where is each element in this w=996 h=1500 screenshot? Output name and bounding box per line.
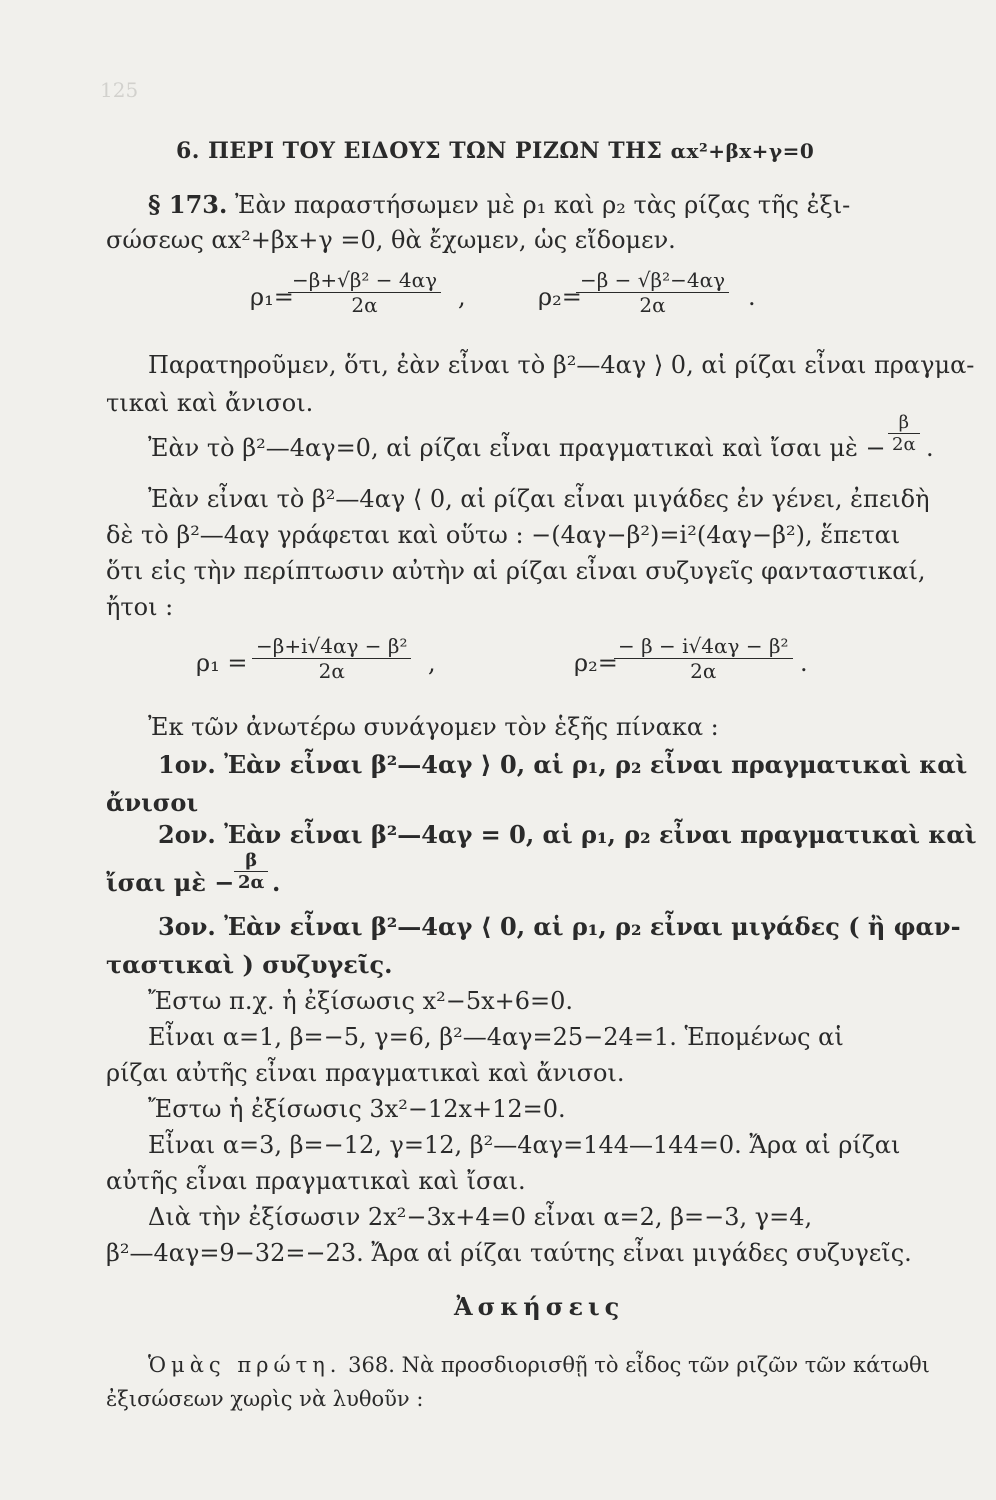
r1-denominator: 2α: [351, 293, 378, 317]
example-line5: Εἶναι α=3, β=−12, γ=12, β²—4αγ=144—144=0. Ἄρα αἱ ρίζαι: [148, 1131, 901, 1159]
section-number: § 173.: [148, 190, 228, 219]
case1-line2: ἄνισοι: [106, 788, 199, 817]
exercises-title: Ἀσκήσεις: [454, 1292, 625, 1321]
c-period: .: [800, 649, 808, 677]
example-line3: ρίζαι αὐτῆς εἶναι πραγματικαὶ καὶ ἄνισοι.: [106, 1059, 625, 1087]
para2-fraction: [888, 412, 920, 455]
c-r2-fraction: [614, 634, 793, 683]
para2-text: Ἐὰν τὸ β²—4αγ=0, αἱ ρίζαι εἶναι πραγματικαὶ καὶ ἴσαι μὲ −: [148, 434, 886, 462]
section-text-line2: σώσεως αx²+βx+γ =0, θὰ ἔχωμεν, ὡς εἴδομεν.: [106, 226, 676, 254]
case1-line1: 1ον. Ἐὰν εἶναι β²—4αγ ⟩ 0, αἱ ρ₁, ρ₂ εἶναι πραγματικαὶ καὶ: [158, 750, 968, 779]
case3-line1: 3ον. Ἐὰν εἶναι β²—4αγ ⟨ 0, αἱ ρ₁, ρ₂ εἶναι μιγάδες ( ἢ φαν-: [158, 912, 961, 941]
c-r2-numerator: − β − i√4αγ − β²: [618, 634, 789, 658]
r2-fraction: [576, 268, 729, 317]
example-line2: Εἶναι α=1, β=−5, γ=6, β²—4αγ=25−24=1. Ἑπομένως αἱ: [148, 1023, 844, 1051]
para3-line1: Ἐὰν εἶναι τὸ β²—4αγ ⟨ 0, αἱ ρίζαι εἶναι μιγάδες ἐν γένει, ἐπειδὴ: [148, 485, 930, 513]
case2-line2: ἴσαι μὲ −: [106, 868, 235, 897]
para3-line2: δὲ τὸ β²—4αγ γράφεται καὶ οὕτω : −(4αγ−β²)=i²(4αγ−β²), ἕπεται: [106, 521, 901, 549]
c-r1-numerator: −β+i√4αγ − β²: [256, 634, 408, 658]
example-line1: Ἔστω π.χ. ἡ ἐξίσωσις x²−5x+6=0.: [148, 987, 574, 1015]
para3-line4: ἤτοι :: [106, 593, 174, 621]
case2-fraction: [234, 850, 268, 893]
para2-denominator: 2α: [892, 434, 916, 455]
example-line4: Ἔστω ἡ ἐξίσωσις 3x²−12x+12=0.: [148, 1095, 566, 1123]
para2-period: .: [926, 434, 934, 462]
c-r2-label: ρ₂=: [574, 649, 618, 677]
case2-denominator: 2α: [238, 872, 265, 893]
r2-numerator: −β − √β²−4αγ: [580, 268, 726, 292]
page-number: 125: [100, 78, 139, 102]
para3-line3: ὅτι εἰς τὴν περίπτωσιν αὐτὴν αἱ ρίζαι εἶναι συζυγεῖς φανταστικαί,: [106, 557, 926, 585]
case3-line2: ταστικαὶ ) συζυγεῖς.: [106, 950, 393, 979]
section-intro-line1: [148, 190, 850, 220]
c-r1-fraction: [252, 634, 411, 683]
r2-denominator: 2α: [639, 293, 666, 317]
exercise-text-line1: 368. Νὰ προσδιορισθῇ τὸ εἶδος τῶν ριζῶν τῶν κάτωθι: [348, 1353, 930, 1377]
case2-line1: 2ον. Ἐὰν εἶναι β²—4αγ = 0, αἱ ρ₁, ρ₂ εἶναι πραγματικαὶ καὶ: [158, 820, 977, 849]
r1-numerator: −β+√β² − 4αγ: [292, 268, 438, 292]
exercise-group: Ὁμὰς πρώτη.: [148, 1353, 342, 1377]
summary-intro: Ἐκ τῶν ἀνωτέρω συνάγομεν τὸν ἑξῆς πίνακα :: [148, 713, 719, 741]
r2-label: ρ₂=: [538, 283, 582, 311]
heading-equation: αx²+βx+γ=0: [670, 139, 815, 163]
c-r1-label: ρ₁ =: [196, 649, 248, 677]
para2-numerator: β: [898, 412, 909, 433]
exercise-line2: ἐξισώσεων χωρὶς νὰ λυθοῦν :: [106, 1387, 424, 1411]
para1-line2: τικαὶ καὶ ἄνισοι.: [106, 389, 314, 417]
para1-line1: Παρατηροῦμεν, ὅτι, ἐὰν εἶναι τὸ β²—4αγ ⟩ 0, αἱ ρίζαι εἶναι πραγμα-: [148, 351, 975, 379]
exercise-line1: [148, 1350, 930, 1380]
section-text-line1: Ἐὰν παραστήσωμεν μὲ ρ₁ καὶ ρ₂ τὰς ρίζας τῆς ἐξι-: [235, 191, 851, 219]
heading-title: 6. ΠΕΡΙ ΤΟΥ ΕΙΔΟΥΣ ΤΩΝ ΡΙΖΩΝ ΤΗΣ: [176, 138, 663, 164]
comma: ,: [458, 283, 466, 311]
period: .: [748, 283, 756, 311]
example-line8: β²—4αγ=9−32=−23. Ἄρα αἱ ρίζαι ταύτης εἶναι μιγάδες συζυγεῖς.: [106, 1239, 912, 1267]
c-comma: ,: [428, 649, 436, 677]
case2-numerator: β: [245, 850, 258, 871]
c-r1-denominator: 2α: [318, 659, 345, 683]
section-heading: [176, 136, 814, 166]
example-line7: Διὰ τὴν ἐξίσωσιν 2x²−3x+4=0 εἶναι α=2, β=−3, γ=4,: [148, 1203, 813, 1231]
case2-period: .: [272, 868, 281, 897]
r1-label: ρ₁=: [250, 283, 294, 311]
r1-fraction: [288, 268, 441, 317]
example-line6: αὐτῆς εἶναι πραγματικαὶ καὶ ἴσαι.: [106, 1167, 526, 1195]
c-r2-denominator: 2α: [690, 659, 717, 683]
